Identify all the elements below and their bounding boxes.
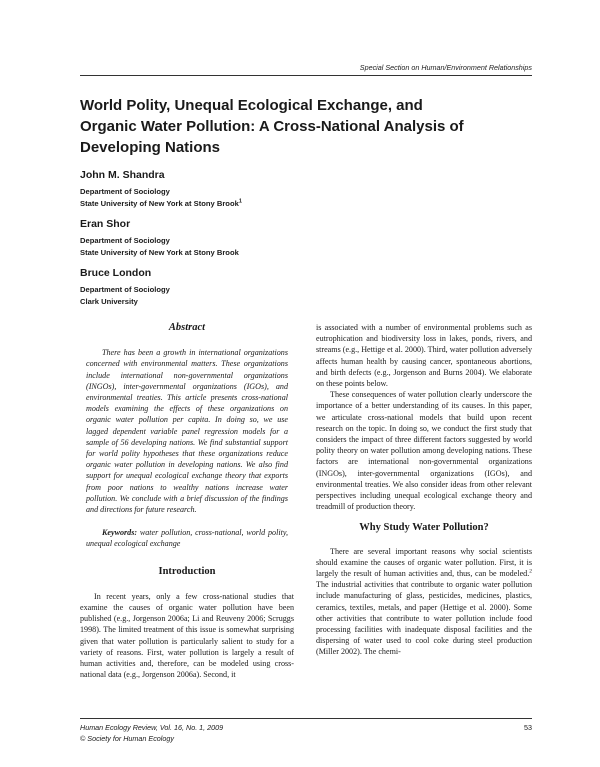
keywords bbox=[80, 527, 294, 549]
author-affiliation bbox=[80, 186, 520, 209]
footnote-marker: 1 bbox=[238, 197, 242, 204]
body-paragraph: is associated with a number of environmental problems such as eutrophication and biodiversity loss in lakes, ponds, rivers, and streams (e.g., Hettige et al. 2000). Third, water pollution adversely affects human health by causing cancer, spontaneous abortions, and birth defects (e.g., Jorgenson and Burns 2004). We elaborate on these points below. bbox=[316, 323, 532, 389]
keywords-label: Keywords: bbox=[102, 528, 138, 538]
left-column bbox=[80, 322, 294, 680]
body-paragraph: These consequences of water pollution clearly underscore the importance of a better understanding of its causes. In this paper, we articulate cross-national models that build upon recent research on the topic. In doing so, we conduct the first study that considers the impact of three different factors suggested by world polity theory on water pollution among developing nations. These factors are international non-governmental organizations (INGOs), inter-governmental organizations (IGOs), and environmental treaties. We also consider ideas from other relevant perspectives including unequal ecological exchange theory and treadmill of production theory. bbox=[316, 390, 532, 512]
author-institution: Clark University bbox=[80, 296, 138, 306]
footer bbox=[80, 723, 532, 744]
author-department: Department of Sociology bbox=[80, 187, 170, 196]
paragraph-text: There are several important reasons why social scientists should examine the causes of organic water pollution. First, it is largely the result of human activities and, thus, can be modeled. bbox=[316, 546, 532, 579]
author-institution: State University of New York at Stony Brook bbox=[80, 247, 239, 257]
title-line-2: Organic Water Pollution: A Cross-National Analysis of bbox=[80, 118, 464, 135]
author-department: Department of Sociology bbox=[80, 236, 170, 245]
introduction-paragraph: In recent years, only a few cross-national studies that examine the causes of organic water pollution have been published (e.g., Jorgenson 2006a; Li and Reuveny 2006; Scruggs 1998). The limited treatment of this issue is somewhat surprising given that water pollution is particularly salient to study for a variety of reasons. First, water pollution is largely a result of human activities and, therefore, can be modeled using cross-national data (e.g., Jorgenson 2006a). Second, it bbox=[80, 591, 294, 680]
article-title bbox=[80, 95, 520, 158]
title-line-1: World Polity, Unequal Ecological Exchange, and bbox=[80, 97, 423, 114]
right-column bbox=[316, 322, 532, 658]
author-name: Eran Shor bbox=[80, 218, 131, 230]
paragraph-text: The industrial activities that contribute to organic water pollution include manufacturing of glass, pesticides, medicines, plastics, ceramics, textiles, metals, and paper (Hettige et al. 2000). Some other activities that contribute to water pollution include food processing facilities with inadequate disposal facilities and the dispersing of water used to cool coke during steel production (Miller 2002). The chemi- bbox=[316, 580, 532, 657]
copyright: © Society for Human Ecology bbox=[80, 733, 174, 743]
author-name: Bruce London bbox=[80, 267, 152, 279]
header-divider bbox=[80, 75, 532, 76]
journal-citation: Human Ecology Review, Vol. 16, No. 1, 2009 bbox=[80, 723, 224, 732]
author-name: John M. Shandra bbox=[80, 169, 165, 181]
body-paragraph bbox=[316, 546, 532, 658]
title-line-3: Developing Nations bbox=[80, 139, 221, 156]
author-department: Department of Sociology bbox=[80, 285, 170, 294]
page-number: 53 bbox=[524, 723, 532, 732]
author-affiliation bbox=[80, 284, 520, 307]
footnote-marker: 2 bbox=[529, 568, 532, 575]
author-1 bbox=[80, 168, 520, 209]
abstract-heading: Abstract bbox=[168, 322, 206, 333]
author-3 bbox=[80, 266, 520, 307]
why-study-heading: Why Study Water Pollution? bbox=[359, 522, 489, 534]
author-2 bbox=[80, 217, 520, 258]
keywords-text: water pollution, cross-national, world polity, unequal ecological exchange bbox=[86, 528, 289, 549]
abstract-text: There has been a growth in international organizations concerned with environmental matters. These organizations include international non-governmental organizations (INGOs), inter-governmental organizations (IGOs), and environmental treaties. This article presents cross-national models examining the effects of these organizations on organic water pollution per capita. In doing so, we use lagged dependent variable panel regression models for a sample of 56 developing nations. We find substantial support for world polity hypotheses that these organizations reduce organic water pollution in developing nations. We also find support for unequal ecological exchange theory that exports from poor nations to wealthy nations increase water pollution. We conclude with a brief discussion of the findings and directions for future research. bbox=[86, 348, 288, 515]
introduction-heading: Introduction bbox=[158, 565, 216, 577]
section-header: Special Section on Human/Environment Relationships bbox=[359, 63, 532, 72]
author-affiliation bbox=[80, 235, 520, 258]
footer-divider bbox=[80, 718, 532, 719]
author-institution: State University of New York at Stony Brook bbox=[80, 198, 239, 208]
